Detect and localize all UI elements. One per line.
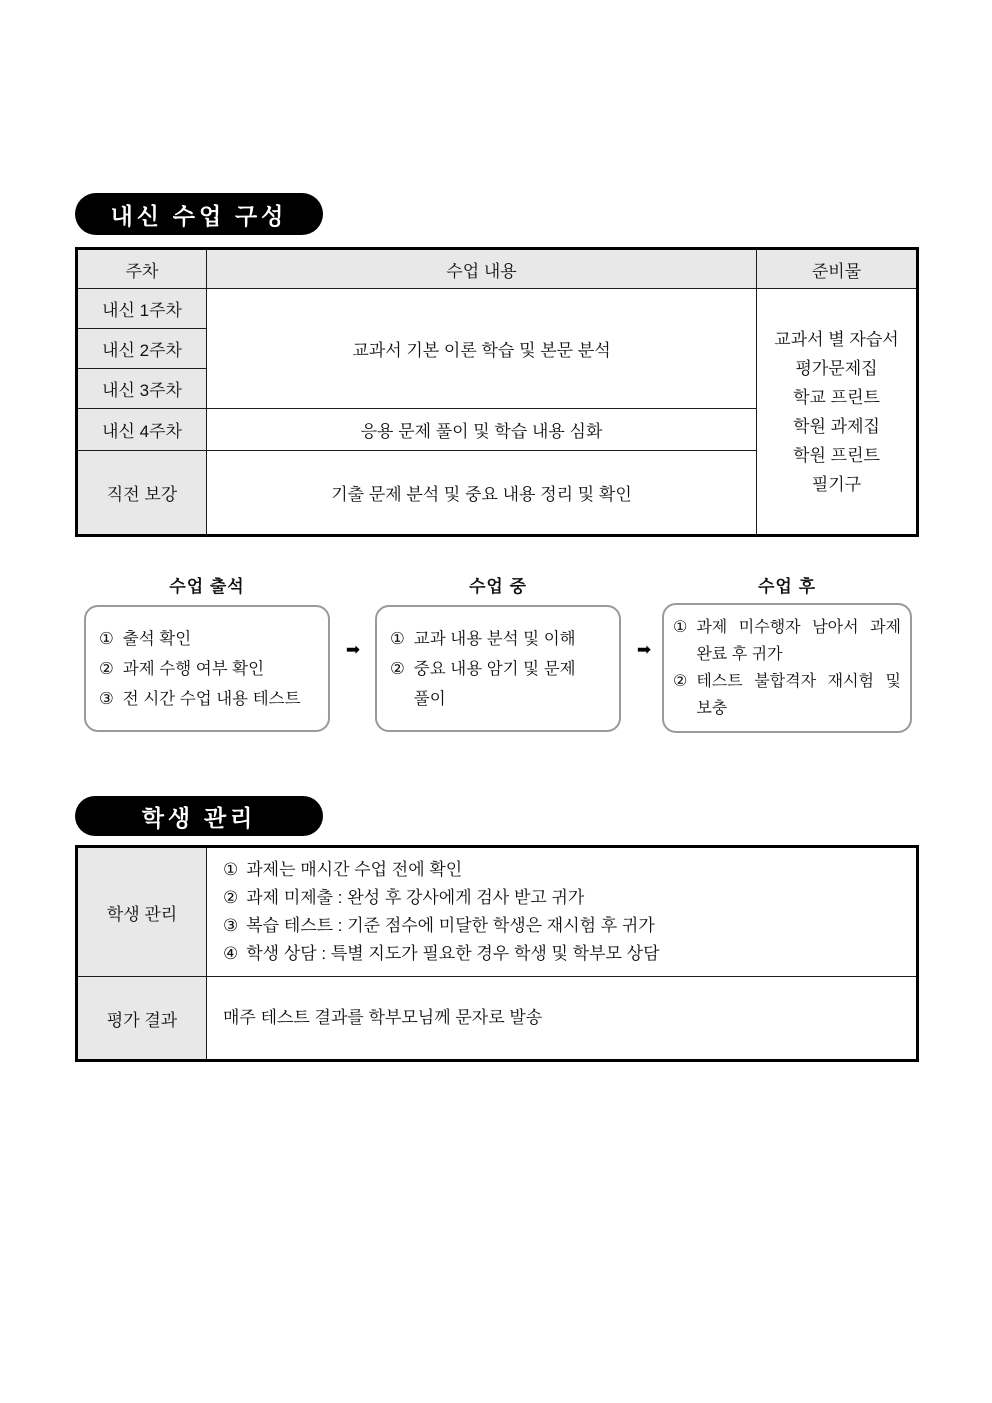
schedule-section-title — [75, 193, 323, 235]
management-line — [223, 912, 906, 940]
flow-item-text: 테스트 불합격자 재시험 및 보충 — [696, 673, 901, 717]
week-label-3: 내신 3주차 — [77, 369, 207, 409]
management-table — [75, 845, 919, 1062]
header-week: 주차 — [77, 249, 207, 289]
management-line — [223, 856, 906, 884]
management-line — [223, 884, 906, 912]
evaluation-row-label: 평가 결과 — [77, 977, 207, 1061]
flow-item-text: 과제 미수행자 남아서 과제 완료 후 귀가 — [696, 619, 901, 663]
management-line-text: 복습 테스트 : 기준 점수에 미달한 학생은 재시험 후 귀가 — [246, 916, 655, 935]
circled-number: ② — [390, 659, 405, 678]
flow-item-text: 과제 수행 여부 확인 — [122, 659, 265, 678]
management-line-text: 과제 미제출 : 완성 후 강사에게 검사 받고 귀가 — [246, 888, 585, 907]
flow-box-attendance — [84, 605, 330, 732]
flow-step-title-during: 수업 중 — [469, 577, 527, 596]
circled-number: ② — [673, 673, 688, 690]
content-weeks-1-3: 교과서 기본 이론 학습 및 본문 분석 — [207, 289, 757, 409]
evaluation-row-content — [207, 977, 918, 1061]
flow-item — [99, 624, 315, 654]
flow-item — [99, 654, 315, 684]
material-item: 필기구 — [811, 474, 862, 494]
content-makeup: 기출 문제 분석 및 중요 내용 정리 및 확인 — [207, 451, 757, 536]
flow-item — [673, 614, 901, 668]
table-row — [77, 977, 918, 1061]
header-content: 수업 내용 — [207, 249, 757, 289]
flow-item — [673, 668, 901, 722]
circled-number: ① — [390, 629, 405, 648]
content-week-4: 응용 문제 풀이 및 학습 내용 심화 — [207, 409, 757, 451]
management-row-label: 학생 관리 — [77, 847, 207, 977]
week-label-2: 내신 2주차 — [77, 329, 207, 369]
circled-number: ② — [99, 659, 114, 678]
circled-number: ① — [99, 629, 114, 648]
material-item: 학교 프린트 — [793, 387, 880, 407]
header-materials: 준비물 — [757, 249, 918, 289]
week-label-makeup: 직전 보강 — [77, 451, 207, 536]
week-label-4: 내신 4주차 — [77, 409, 207, 451]
material-item: 평가문제집 — [795, 358, 878, 378]
evaluation-line — [223, 1004, 906, 1032]
flow-item-text: 중요 내용 암기 및 문제 풀이 — [413, 659, 576, 708]
circled-number: ③ — [223, 916, 239, 935]
flow-box-during-class — [375, 605, 621, 732]
flow-step-title-attendance: 수업 출석 — [169, 577, 245, 596]
flow-item-text: 출석 확인 — [122, 629, 192, 648]
circled-number: ② — [223, 888, 239, 907]
material-item: 학원 과제집 — [793, 416, 880, 436]
schedule-section-title-text: 내신 수업 구성 — [110, 203, 288, 229]
management-line — [223, 940, 906, 968]
circled-number: ① — [673, 619, 688, 636]
table-row — [77, 289, 918, 329]
materials-cell — [757, 289, 918, 536]
flow-item-text: 교과 내용 분석 및 이해 — [413, 629, 576, 648]
schedule-table-header-row — [77, 249, 918, 289]
right-arrow-icon: ➡ — [636, 640, 652, 659]
week-label-1: 내신 1주차 — [77, 289, 207, 329]
management-line-text: 학생 상담 : 특별 지도가 필요한 경우 학생 및 학부모 상담 — [246, 944, 660, 963]
flow-step-title-after: 수업 후 — [758, 577, 816, 596]
management-line-text: 과제는 매시간 수업 전에 확인 — [246, 860, 463, 879]
management-section-title — [75, 796, 323, 836]
circled-number: ④ — [223, 944, 239, 963]
material-item: 교과서 별 자습서 — [774, 329, 899, 349]
circled-number: ③ — [99, 689, 114, 708]
flow-box-after-class — [662, 603, 912, 733]
management-row-content — [207, 847, 918, 977]
flow-item — [99, 684, 315, 714]
flow-item — [390, 654, 606, 714]
management-section-title-text: 학생 관리 — [141, 805, 257, 831]
schedule-table — [75, 247, 919, 537]
table-row — [77, 847, 918, 977]
flow-item-text: 전 시간 수업 내용 테스트 — [122, 689, 301, 708]
evaluation-line-text: 매주 테스트 결과를 학부모님께 문자로 발송 — [223, 1008, 543, 1027]
flow-item — [390, 624, 606, 654]
right-arrow-icon: ➡ — [345, 640, 361, 659]
circled-number: ① — [223, 860, 239, 879]
material-item: 학원 프린트 — [793, 445, 880, 465]
